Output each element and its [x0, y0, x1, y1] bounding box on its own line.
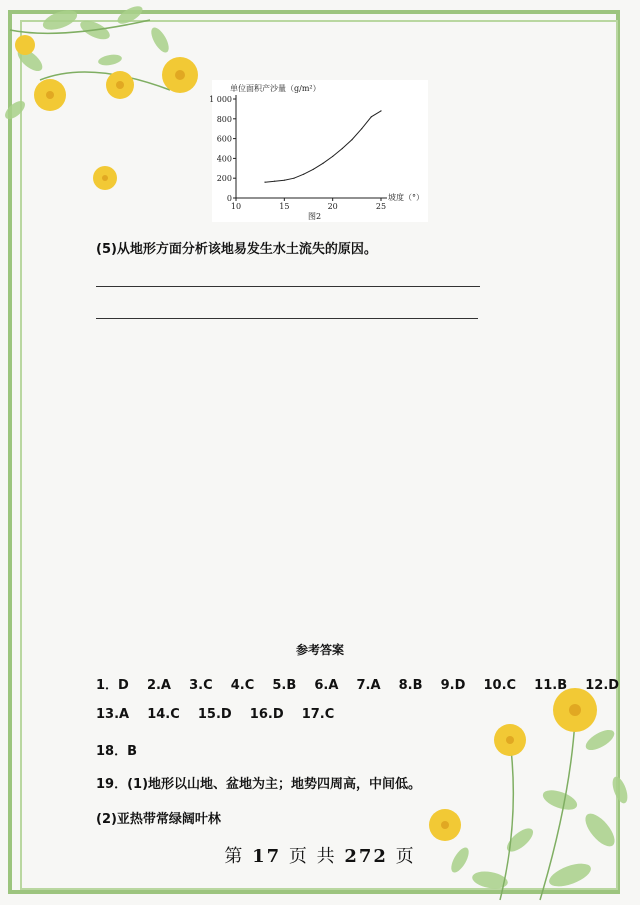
footer-prefix: 第 [224, 846, 245, 867]
data-point [313, 169, 314, 170]
x-tick-label: 15 [279, 202, 290, 211]
chart-ylabel: 单位面积产沙量（g/m²） [230, 84, 321, 93]
y-tick-label: 800 [216, 114, 232, 124]
chart-caption: 图2 [308, 212, 322, 221]
answer-blank-line-2[interactable] [96, 318, 478, 319]
footer-suffix: 页 [395, 846, 416, 867]
data-point [274, 181, 275, 182]
footer-middle: 页 共 [288, 846, 337, 867]
series-line [265, 111, 381, 182]
data-point [322, 163, 323, 164]
answer-line-5: (2)亚热带常绿阔叶林 [96, 812, 221, 827]
y-tick-label: 1 000 [209, 95, 232, 104]
chart-series [264, 110, 381, 182]
y-tick-label: 400 [216, 154, 232, 164]
question-5: (5)从地形方面分析该地易发生水土流失的原因。 [96, 242, 377, 257]
answer-line-3: 18．B [96, 744, 137, 759]
answers-title: 参考答案 [295, 643, 344, 657]
answer-blank-line-1[interactable] [96, 286, 480, 287]
y-axis [209, 95, 236, 203]
flower-decoration-bottom-right [400, 680, 640, 905]
flower-decoration-top-left [0, 0, 220, 200]
data-point [284, 180, 285, 181]
y-tick-label: 0 [226, 194, 232, 203]
answer-line-2: 13.A 14.C 15.D 16.D 17.C [96, 707, 335, 722]
data-point [303, 174, 304, 175]
x-tick-label: 25 [375, 202, 387, 211]
answer-line-1: 1．D 2.A 3.C 4.C 5.B 6.A 7.A 8.B 9.D 10.C 11.B 12.D [96, 678, 620, 693]
data-point [351, 139, 352, 140]
chart-xlabel: 坡度（°） [388, 193, 424, 202]
sediment-slope-chart [209, 80, 428, 222]
page-footer [0, 842, 640, 868]
footer-page-number: 17 [252, 846, 282, 867]
data-point [371, 116, 372, 117]
y-tick-label: 200 [216, 174, 232, 184]
data-point [332, 156, 333, 157]
x-tick-label: 20 [327, 202, 338, 211]
data-point [361, 128, 362, 129]
x-tick-label: 10 [230, 202, 242, 211]
y-tick-label: 600 [216, 134, 232, 144]
x-axis [231, 198, 387, 211]
data-point [293, 178, 294, 179]
data-point [264, 182, 265, 183]
footer-total-pages: 272 [344, 846, 388, 867]
data-point [380, 110, 381, 111]
answer-line-4: 19．(1)地形以山地、盆地为主；地势四周高，中间低。 [96, 777, 422, 792]
data-point [342, 148, 343, 149]
